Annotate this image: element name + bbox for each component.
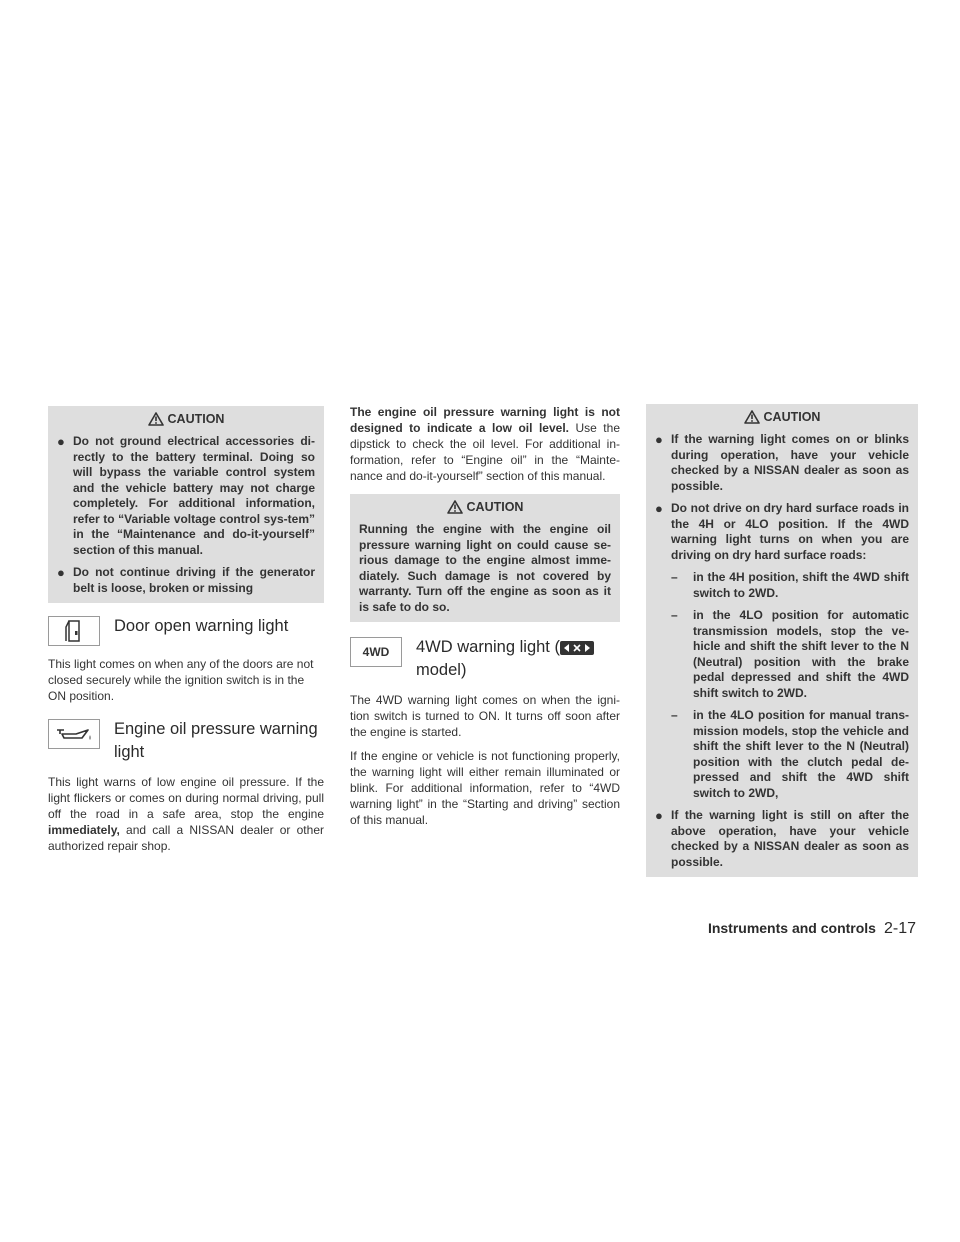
4x4-badge-icon [560,641,594,655]
caution-box-engine-oil [350,494,620,622]
caution-sub-item: – in the 4H position, shift the 4WD shift switch to 2WD. [671,570,909,600]
caution-header [655,410,909,424]
caution-sub-item: – in the 4LO position for automatic transmission models, stop the ve-hicle and shift the shift lever to the N (Neutral) position with the brake pedal depressed and shift the 4WD shift switch to 2WD. [671,608,909,700]
caution-header [359,500,611,514]
4wd-heading-a: 4WD warning light ( [416,638,560,656]
door-open-heading-text: Door open warning light [114,617,289,635]
caution-header [57,412,315,426]
caution-bullet-text: Do not drive on dry hard surface roads in the 4H or 4LO position. If the 4WD warning light turns on when you are driving on dry hard surface roads: [671,501,909,562]
engine-oil-body [48,774,324,854]
engine-oil-heading-text: Engine oil pressure warning light [114,720,318,761]
caution-sub-text: in the 4LO position for automatic transmission models, stop the ve-hicle and shift the shift lever to the N (Neutral) position with the brake pedal depressed and shift the 4WD shift switch to 2WD. [693,608,909,700]
4wd-body-1: The 4WD warning light comes on when the igni-tion switch is turned to ON. It turns off soon after the engine is started. [350,693,620,739]
caution-bullet-text: Do not continue driving if the generator belt is loose, broken or missing [73,565,315,595]
column-3 [646,404,918,877]
column-2 [350,404,620,836]
4wd-heading [350,636,620,682]
caution-bullet: ● Do not continue driving if the generator belt is loose, broken or missing [57,565,315,595]
4wd-body-2: If the engine or vehicle is not functioning properly, the warning light will either remain illuminated or blink. For additional information, refer to “4WD warning light” in the “Starting and driving” section of this manual. [350,749,620,827]
caution-sub-text: in the 4LO position for manual trans-mission models, stop the vehicle and shift the shift lever to the N (Neutral) position with the clutch pedal de-pressed and shift the 4WD shift switch to 2WD, [693,708,909,800]
footer-section-title: Instruments and controls [707,920,876,936]
oil-level-note [350,404,620,484]
caution-bullet-text: If the warning light is still on after the above operation, have your vehicle checked by a NISSAN dealer as soon as possible. [671,808,909,869]
4wd-heading-b: model) [416,661,467,679]
4wd-icon-label: 4WD [362,645,390,659]
warning-triangle-icon [447,500,463,514]
page-number: 2-17 [883,920,916,937]
oil-can-icon [48,719,100,749]
caution-bullet-text: If the warning light comes on or blinks during operation, have your vehicle checked by a NISSAN dealer as soon as possible. [671,432,909,493]
caution-bullet: ● If the warning light comes on or blinks during operation, have your vehicle checked by a NISSAN dealer as soon as possible. [655,432,909,493]
caution-box-4wd [646,404,918,877]
caution-bullet: ● If the warning light is still on after the above operation, have your vehicle checked by a NISSAN dealer as soon as possible. [655,808,909,869]
4wd-heading-text [416,636,594,682]
caution-title: CAUTION [466,500,524,514]
engine-oil-body-1: This light warns of low engine oil pressure. If the light flickers or comes on during normal driving, pull off the road in a safe area, stop the engine [48,775,324,821]
4wd-warning-icon [350,637,402,667]
caution-bullet: ● Do not ground electrical accessories di-rectly to the battery terminal. Doing so will bypass the variable control system and the vehicle battery may not charge completely. For additional information, refer to “Variable voltage control sys-tem” in the “Maintenance and do-it-yourself” section of this manual. [57,434,315,557]
oil-level-note-bold: The engine oil pressure warning light is not designed to indicate a low oil level. [350,405,620,435]
caution-title: CAUTION [167,412,225,426]
door-open-body: This light comes on when any of the doors are not closed securely while the ignition switch is in the ON position. [48,657,314,703]
column-1 [48,406,324,862]
caution-bullet: ● Do not drive on dry hard surface roads in the 4H or 4LO position. If the 4WD warning light turns on when you are driving on dry hard surface roads: [655,501,909,562]
door-open-warning-icon [48,616,100,646]
oil-level-note-rest: Use the dipstick to check the oil level. For additional in-formation, refer to “Engine oil” in the “Mainte-nance and do-it-yourself” section of this manual. [350,421,620,483]
caution-sub-text: in the 4H position, shift the 4WD shift switch to 2WD. [693,570,909,600]
engine-oil-heading [48,718,324,764]
door-open-heading [48,615,324,646]
engine-oil-body-bold: immediately, [48,823,120,837]
warning-triangle-icon [744,410,760,424]
page-footer [708,920,916,938]
caution-title: CAUTION [763,410,821,424]
caution-text: Running the engine with the engine oil pressure warning light on could cause se-rious damage to the engine almost imme-diately. Such damage is not covered by warranty. Turn off the engine as soon as it is safe to do so. [359,522,611,614]
caution-sub-item: – in the 4LO position for manual trans-mission models, stop the vehicle and shift the shift lever to the N (Neutral) position with the clutch pedal de-pressed and shift the 4WD shift switch to 2WD, [671,708,909,800]
caution-box-generator [48,406,324,603]
caution-bullet-text: Do not ground electrical accessories di-rectly to the battery terminal. Doing so will bypass the variable control system and the vehicle battery may not charge completely. For additional information, refer to “Variable voltage control sys-tem” in the “Maintenance and do-it-yourself” section of this manual. [73,434,315,557]
engine-oil-body-2: and call a NISSAN dealer or other authorized repair shop. [48,823,324,853]
warning-triangle-icon [148,412,164,426]
